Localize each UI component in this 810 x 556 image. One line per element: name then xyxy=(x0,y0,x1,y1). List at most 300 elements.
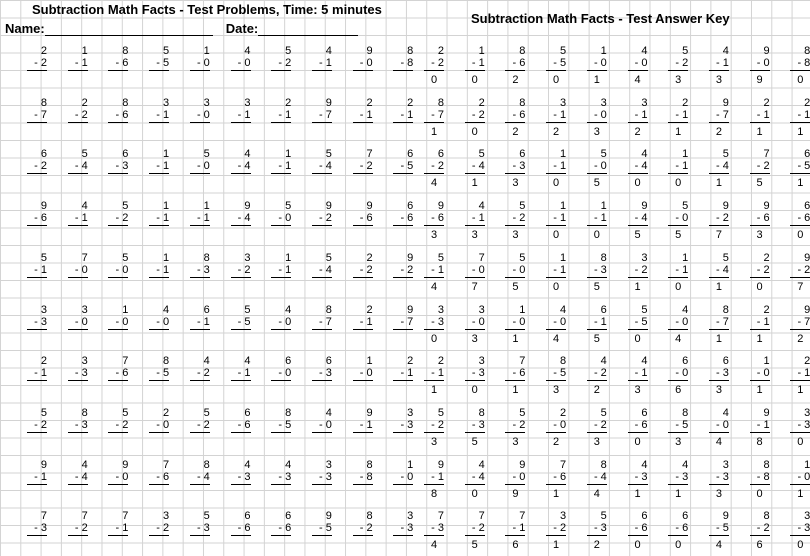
minuend: 8 xyxy=(763,458,770,471)
subtrahend-row xyxy=(546,471,566,485)
minuend: 6 xyxy=(641,510,648,523)
minus-sign: - xyxy=(716,212,723,225)
subtrahend: 2 xyxy=(437,57,444,69)
minus-sign: - xyxy=(74,367,82,380)
subtrahend: 3 xyxy=(122,160,129,173)
minus-sign: - xyxy=(797,212,805,225)
subtrahend-row xyxy=(424,522,444,536)
subtrahend-row xyxy=(424,212,444,226)
minus-sign: - xyxy=(675,160,683,173)
subtrahend-row xyxy=(353,109,373,123)
answer: 1 xyxy=(553,487,560,500)
minus-sign: - xyxy=(196,418,204,431)
answer-key-problem xyxy=(668,510,688,551)
minuend: 8 xyxy=(325,303,332,316)
test-problem xyxy=(68,45,88,71)
minus-sign: - xyxy=(278,108,286,121)
answer: 4 xyxy=(430,177,438,190)
minuend: 6 xyxy=(285,510,292,523)
test-problem xyxy=(231,459,251,485)
subtrahend-row xyxy=(27,160,47,174)
minus-sign: - xyxy=(237,212,245,225)
minus-sign: - xyxy=(319,263,326,276)
test-problem xyxy=(108,355,128,381)
subtrahend: 2 xyxy=(763,522,770,535)
minuend: 9 xyxy=(437,200,444,213)
minuend: 8 xyxy=(162,355,170,368)
subtrahend: 7 xyxy=(40,108,47,121)
subtrahend: 3 xyxy=(600,263,607,276)
minus-sign: - xyxy=(553,418,560,431)
minus-sign: - xyxy=(593,418,601,431)
subtrahend: 1 xyxy=(81,57,88,69)
subtrahend: 6 xyxy=(40,212,47,225)
answer-key-problem xyxy=(750,459,770,500)
subtrahend-row xyxy=(750,316,770,330)
answer-key-problem xyxy=(465,45,485,86)
test-problem xyxy=(271,45,291,71)
answer-key-problem xyxy=(465,459,485,500)
subtrahend: 0 xyxy=(325,418,332,431)
minus-sign: - xyxy=(716,367,723,380)
minus-sign: - xyxy=(237,315,245,328)
subtrahend: 1 xyxy=(722,57,729,69)
answer-key-problem xyxy=(505,45,525,86)
subtrahend: 0 xyxy=(600,108,607,121)
minuend: 8 xyxy=(437,96,444,109)
minuend: 6 xyxy=(519,148,526,161)
subtrahend: 1 xyxy=(366,108,373,121)
minus-sign: - xyxy=(675,470,683,483)
minuend: 4 xyxy=(478,458,485,471)
subtrahend-row xyxy=(465,57,485,71)
answer: 0 xyxy=(471,487,478,500)
minuend: 5 xyxy=(81,148,88,161)
answer: 5 xyxy=(593,177,600,190)
subtrahend: 0 xyxy=(203,57,210,69)
minuend: 2 xyxy=(478,96,485,109)
answer: 4 xyxy=(553,332,560,345)
answer-key-problem xyxy=(790,252,810,293)
minuend: 4 xyxy=(244,458,251,471)
subtrahend: 1 xyxy=(437,470,444,483)
subtrahend-row xyxy=(190,316,210,330)
answer: 2 xyxy=(593,384,600,397)
test-problem xyxy=(393,45,413,71)
minus-sign: - xyxy=(634,57,642,69)
test-problem xyxy=(312,200,332,226)
subtrahend-row xyxy=(149,367,169,381)
minuend: 9 xyxy=(244,200,251,213)
minus-sign: - xyxy=(716,315,723,328)
test-problem xyxy=(108,407,128,433)
minus-sign: - xyxy=(756,160,764,173)
subtrahend: 8 xyxy=(366,470,373,483)
subtrahend-row xyxy=(312,160,332,174)
minuend: 8 xyxy=(600,251,607,264)
answer-key-problem xyxy=(709,45,729,86)
subtrahend: 1 xyxy=(641,367,648,380)
answer-key-problem xyxy=(750,510,770,551)
answer: 0 xyxy=(634,435,641,448)
subtrahend-row xyxy=(505,419,525,433)
answer-key-problem xyxy=(465,200,485,241)
subtrahend-row xyxy=(505,109,525,123)
minuend: 1 xyxy=(804,458,810,471)
subtrahend: 6 xyxy=(122,108,129,121)
minuend: 5 xyxy=(722,251,729,264)
minus-sign: - xyxy=(196,57,204,69)
subtrahend: 7 xyxy=(804,315,810,328)
subtrahend: 6 xyxy=(519,367,526,380)
subtrahend-row xyxy=(628,109,648,123)
subtrahend: 1 xyxy=(40,263,47,276)
test-problem xyxy=(68,459,88,485)
minuend: 8 xyxy=(366,510,373,523)
subtrahend-row xyxy=(353,522,373,536)
subtrahend: 0 xyxy=(763,367,770,380)
test-problem xyxy=(190,459,210,485)
minuend: 8 xyxy=(285,406,292,419)
subtrahend: 5 xyxy=(804,160,810,173)
minus-sign: - xyxy=(797,470,805,483)
test-problem xyxy=(149,510,169,536)
answer: 0 xyxy=(593,229,600,242)
minus-sign: - xyxy=(319,315,326,328)
subtrahend: 2 xyxy=(407,263,414,276)
test-problem xyxy=(353,97,373,123)
subtrahend: 6 xyxy=(122,57,129,69)
answer-key-problem xyxy=(668,45,688,86)
subtrahend: 3 xyxy=(682,470,689,483)
test-problem xyxy=(108,459,128,485)
test-problem xyxy=(149,252,169,278)
subtrahend: 2 xyxy=(40,418,47,431)
minuend: 9 xyxy=(804,251,810,264)
answer: 6 xyxy=(512,539,519,552)
answer-key-problem xyxy=(546,304,566,345)
subtrahend-row xyxy=(465,316,485,330)
subtrahend: 3 xyxy=(285,470,292,483)
subtrahend: 4 xyxy=(325,160,332,173)
minus-sign: - xyxy=(74,315,82,328)
subtrahend-row xyxy=(546,212,566,226)
minus-sign: - xyxy=(278,160,286,173)
subtrahend-row xyxy=(505,316,525,330)
answer-key-problem xyxy=(628,200,648,241)
answer-key-title: Subtraction Math Facts - Test Answer Key xyxy=(471,11,730,26)
test-problem xyxy=(393,355,413,381)
subtrahend-row xyxy=(628,264,648,278)
minus-sign: - xyxy=(512,212,520,225)
minus-sign: - xyxy=(512,108,520,121)
test-problem xyxy=(27,304,47,330)
test-problem xyxy=(271,200,291,226)
minus-sign: - xyxy=(34,108,41,121)
minus-sign: - xyxy=(196,522,204,535)
minus-sign: - xyxy=(512,315,520,328)
minus-sign: - xyxy=(797,315,805,328)
minus-sign: - xyxy=(74,212,82,225)
minuend: 6 xyxy=(804,200,810,213)
subtrahend: 1 xyxy=(600,212,607,225)
answer: 5 xyxy=(593,332,600,345)
subtrahend: 2 xyxy=(763,160,770,173)
subtrahend-row xyxy=(790,367,810,381)
subtrahend-row xyxy=(790,471,810,485)
subtrahend-row xyxy=(628,57,648,71)
subtrahend-row xyxy=(393,160,413,174)
minuend: 8 xyxy=(682,406,689,419)
subtrahend-row xyxy=(750,367,770,381)
subtrahend: 2 xyxy=(122,418,129,431)
minuend: 9 xyxy=(763,200,770,213)
subtrahend-row xyxy=(465,419,485,433)
subtrahend-row xyxy=(312,57,332,71)
subtrahend-row xyxy=(271,57,291,71)
minus-sign: - xyxy=(756,315,764,328)
subtrahend: 4 xyxy=(722,263,729,276)
answer-key-problem xyxy=(750,355,770,396)
subtrahend: 4 xyxy=(81,470,88,483)
test-problem xyxy=(231,45,251,71)
answer: 1 xyxy=(715,177,722,190)
answer: 2 xyxy=(553,125,560,138)
minuend: 3 xyxy=(804,406,810,419)
minuend: 4 xyxy=(722,406,729,419)
answer-key-problem xyxy=(546,45,566,86)
minus-sign: - xyxy=(756,418,764,431)
minus-sign: - xyxy=(115,315,123,328)
subtrahend: 1 xyxy=(478,57,485,69)
subtrahend-row xyxy=(790,419,810,433)
minus-sign: - xyxy=(512,367,520,380)
subtrahend-row xyxy=(709,160,729,174)
minuend: 4 xyxy=(559,303,567,316)
subtrahend: 3 xyxy=(478,367,485,380)
subtrahend: 0 xyxy=(203,108,210,121)
subtrahend-row xyxy=(312,316,332,330)
subtrahend: 0 xyxy=(407,470,414,483)
subtrahend-row xyxy=(424,471,444,485)
subtrahend-row xyxy=(353,212,373,226)
subtrahend: 1 xyxy=(437,367,444,380)
minus-sign: - xyxy=(319,160,326,173)
subtrahend-row xyxy=(505,471,525,485)
date-blank xyxy=(258,23,358,36)
subtrahend-row xyxy=(424,264,444,278)
subtrahend: 0 xyxy=(559,315,567,328)
subtrahend-row xyxy=(505,57,525,71)
test-problem xyxy=(312,407,332,433)
minus-sign: - xyxy=(431,418,438,431)
minuend: 4 xyxy=(244,355,251,368)
subtrahend-row xyxy=(312,419,332,433)
subtrahend: 2 xyxy=(40,57,47,69)
minus-sign: - xyxy=(237,367,245,380)
minuend: 9 xyxy=(325,510,332,523)
minus-sign: - xyxy=(156,470,163,483)
subtrahend-row xyxy=(668,109,688,123)
subtrahend-row xyxy=(190,471,210,485)
minuend: 3 xyxy=(81,355,88,368)
answer-key-problem xyxy=(465,407,485,448)
test-problem xyxy=(190,510,210,536)
minus-sign: - xyxy=(756,470,764,483)
subtrahend-row xyxy=(546,264,566,278)
answer-key-problem xyxy=(505,148,525,189)
name-blank xyxy=(45,23,213,36)
minus-sign: - xyxy=(359,108,367,121)
test-problem xyxy=(68,304,88,330)
test-problem xyxy=(108,304,128,330)
subtrahend: 0 xyxy=(162,315,170,328)
answer-key-problem xyxy=(587,200,607,241)
minus-sign: - xyxy=(237,57,245,69)
minuend: 3 xyxy=(437,303,444,316)
minus-sign: - xyxy=(115,263,123,276)
answer-key-problem xyxy=(790,304,810,345)
answer: 3 xyxy=(471,332,478,345)
subtrahend-row xyxy=(587,212,607,226)
subtrahend: 2 xyxy=(40,160,47,173)
answer: 0 xyxy=(797,74,804,86)
answer: 0 xyxy=(797,539,804,552)
subtrahend-row xyxy=(790,57,810,71)
minuend: 3 xyxy=(162,510,170,523)
subtrahend: 1 xyxy=(325,57,332,69)
subtrahend-row xyxy=(628,367,648,381)
minuend: 5 xyxy=(40,251,47,264)
minuend: 2 xyxy=(81,96,88,109)
minuend: 5 xyxy=(285,45,292,57)
minuend: 6 xyxy=(407,148,414,161)
test-problem xyxy=(108,148,128,174)
answer-key-problem xyxy=(628,45,648,86)
minus-sign: - xyxy=(431,470,438,483)
test-problem xyxy=(231,510,251,536)
minus-sign: - xyxy=(74,57,82,69)
minus-sign: - xyxy=(115,57,123,69)
subtrahend: 0 xyxy=(559,418,567,431)
minuend: 2 xyxy=(804,355,810,368)
minus-sign: - xyxy=(634,470,642,483)
answer: 0 xyxy=(430,332,438,345)
answer: 8 xyxy=(430,487,438,500)
answer-key-problem xyxy=(424,200,444,241)
subtrahend: 1 xyxy=(763,418,770,431)
subtrahend-row xyxy=(231,57,251,71)
answer: 5 xyxy=(756,177,763,190)
answer-key-problem xyxy=(628,304,648,345)
subtrahend-row xyxy=(424,316,444,330)
minuend: 3 xyxy=(162,96,170,109)
minus-sign: - xyxy=(634,522,642,535)
subtrahend-row xyxy=(231,212,251,226)
subtrahend: 0 xyxy=(641,57,648,69)
minus-sign: - xyxy=(319,522,326,535)
minus-sign: - xyxy=(196,108,204,121)
answer-key-problem xyxy=(628,252,648,293)
subtrahend-row xyxy=(68,367,88,381)
subtrahend: 2 xyxy=(366,160,373,173)
test-problem xyxy=(231,304,251,330)
test-problem xyxy=(108,252,128,278)
subtrahend-row xyxy=(628,471,648,485)
minus-sign: - xyxy=(34,315,41,328)
minuend: 7 xyxy=(40,510,47,523)
answer-key-problem xyxy=(424,252,444,293)
subtrahend-row xyxy=(587,522,607,536)
answer-key-problem xyxy=(628,97,648,138)
minuend: 3 xyxy=(81,303,88,316)
test-problem xyxy=(353,200,373,226)
test-problem xyxy=(312,45,332,71)
subtrahend: 6 xyxy=(519,108,526,121)
minuend: 3 xyxy=(407,510,414,523)
minuend: 5 xyxy=(722,148,729,161)
minus-sign: - xyxy=(797,108,805,121)
subtrahend: 0 xyxy=(519,263,526,276)
answer: 1 xyxy=(430,125,438,138)
minuend: 7 xyxy=(366,148,373,161)
subtrahend-row xyxy=(587,160,607,174)
minus-sign: - xyxy=(359,315,367,328)
test-problem xyxy=(312,252,332,278)
subtrahend: 4 xyxy=(600,470,607,483)
answer-key-problem xyxy=(668,304,688,345)
answer: 1 xyxy=(756,125,763,138)
minus-sign: - xyxy=(675,315,683,328)
test-problem xyxy=(27,200,47,226)
minuend: 5 xyxy=(519,406,526,419)
test-problem xyxy=(108,510,128,536)
minuend: 8 xyxy=(763,510,770,523)
test-problem xyxy=(271,252,291,278)
minus-sign: - xyxy=(675,418,683,431)
subtrahend: 7 xyxy=(722,315,729,328)
minuend: 9 xyxy=(325,200,332,213)
minuend: 8 xyxy=(804,45,810,57)
subtrahend-row xyxy=(149,57,169,71)
subtrahend-row xyxy=(505,367,525,381)
minus-sign: - xyxy=(196,315,204,328)
test-problem xyxy=(27,148,47,174)
minus-sign: - xyxy=(34,263,41,276)
subtrahend-row xyxy=(108,419,128,433)
test-problem xyxy=(393,148,413,174)
subtrahend: 2 xyxy=(437,160,444,173)
subtrahend-row xyxy=(231,522,251,536)
answer: 3 xyxy=(634,384,641,397)
subtrahend: 0 xyxy=(203,160,210,173)
minus-sign: - xyxy=(593,57,601,69)
answer: 2 xyxy=(512,74,519,86)
subtrahend-row xyxy=(668,212,688,226)
minuend: 6 xyxy=(285,355,292,368)
minus-sign: - xyxy=(74,108,82,121)
subtrahend-row xyxy=(271,212,291,226)
minus-sign: - xyxy=(115,418,123,431)
answer-key-problem xyxy=(505,355,525,396)
minuend: 8 xyxy=(519,96,526,109)
minuend: 6 xyxy=(203,303,210,316)
subtrahend-row xyxy=(108,109,128,123)
answer-key-problem xyxy=(750,45,770,86)
answer: 4 xyxy=(715,435,722,448)
minuend: 3 xyxy=(244,96,251,109)
subtrahend: 6 xyxy=(244,418,251,431)
